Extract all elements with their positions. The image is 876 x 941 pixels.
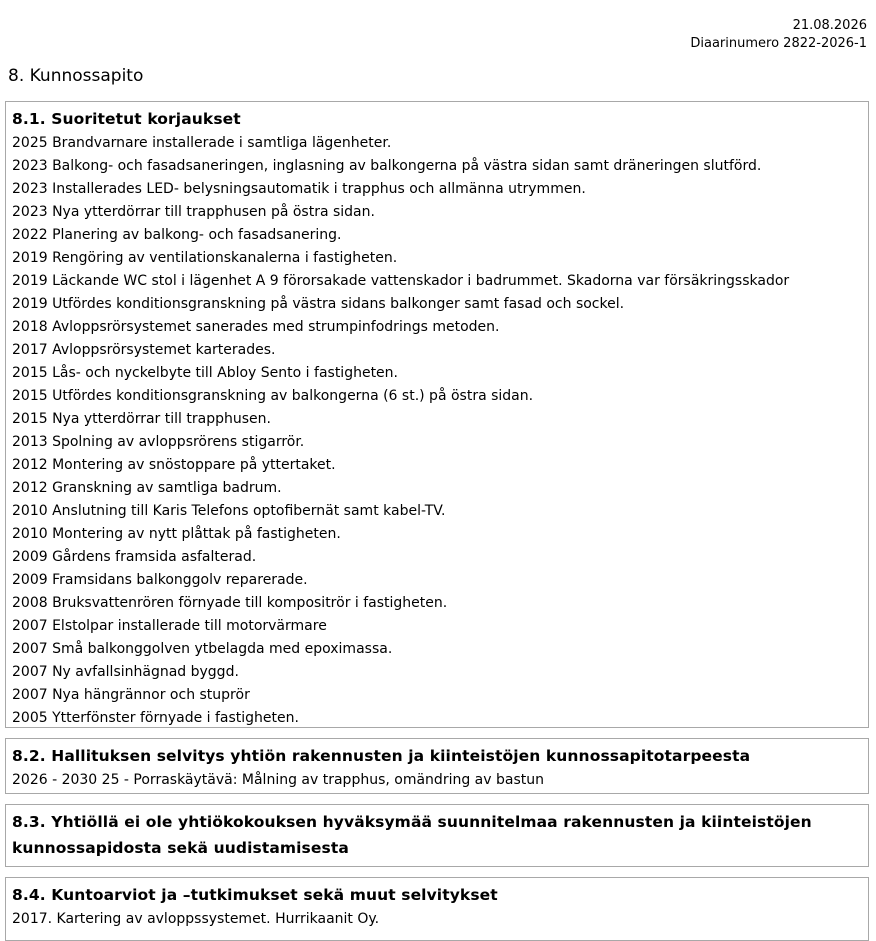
section-condition-surveys [5,877,869,941]
list-item: 2025 Brandvarnare installerade i samtliga lägenheter. [12,135,392,151]
list-item: 2010 Montering av nytt plåttak på fastigheten. [12,526,341,542]
list-item: 2009 Gårdens framsida asfalterad. [12,549,257,565]
list-item: 2026 - 2030 25 - Porraskäytävä: Målning av trapphus, omändring av bastun [12,772,544,788]
list-item: 2015 Utfördes konditionsgranskning av balkongerna (6 st.) på östra sidan. [12,388,534,404]
list-item: 2010 Anslutning till Karis Telefons optofibernät samt kabel-TV. [12,503,446,519]
list-item: 2019 Rengöring av ventilationskanalerna i fastigheten. [12,250,398,266]
list-item: 2018 Avloppsrörsystemet sanerades med strumpinfodrings metoden. [12,319,500,335]
list-item: 2022 Planering av balkong- och fasadsanering. [12,227,342,243]
list-item: 2017. Kartering av avloppssystemet. Hurrikaanit Oy. [12,911,380,927]
section-maintenance-plan [5,804,869,867]
list-item: 2023 Installerades LED- belysningsautomatik i trapphus och allmänna utrymmen. [12,181,586,197]
list-item: 2007 Små balkonggolven ytbelagda med epoximassa. [12,641,393,657]
list-item: 2023 Balkong- och fasadsaneringen, inglasning av balkongerna på västra sidan samt dräneringen slutförd. [12,158,762,174]
list-item: 2015 Lås- och nyckelbyte till Abloy Sento i fastigheten. [12,365,398,381]
list-item: 2013 Spolning av avloppsrörens stigarrör. [12,434,305,450]
list-item: 2009 Framsidans balkonggolv reparerade. [12,572,308,588]
list-item: 2008 Bruksvattenrören förnyade till kompositrör i fastigheten. [12,595,448,611]
list-item: 2015 Nya ytterdörrar till trapphusen. [12,411,271,427]
section-title-line: 8.3. Yhtiöllä ei ole yhtiökokouksen hyväksymää suunnitelmaa rakennusten ja kiinteistöjen [12,813,812,831]
list-item: 2023 Nya ytterdörrar till trapphusen på östra sidan. [12,204,375,220]
diary-number: Diaarinumero 2822-2026-1 [690,36,867,51]
section-title: 8.2. Hallituksen selvitys yhtiön rakennusten ja kiinteistöjen kunnossapitotarpeesta [12,747,751,765]
section-title: 8.4. Kuntoarviot ja –tutkimukset sekä muut selvitykset [12,886,498,904]
list-item: 2007 Elstolpar installerade till motorvärmare [12,618,327,634]
list-item: 2019 Utfördes konditionsgranskning på västra sidans balkonger samt fasad och sockel. [12,296,625,312]
list-item: 2005 Ytterfönster förnyade i fastigheten. [12,710,299,726]
section-completed-repairs [5,101,869,728]
list-item: 2012 Granskning av samtliga badrum. [12,480,282,496]
section-title-line: kunnossapidosta sekä uudistamisesta [12,839,349,857]
list-item: 2019 Läckande WC stol i lägenhet A 9 förorsakade vattenskador i badrummet. Skadorna var försäkringsskador [12,273,790,289]
section-title [12,809,862,861]
section-title: 8.1. Suoritetut korjaukset [12,110,241,128]
list-item: 2007 Nya hängrännor och stuprör [12,687,250,703]
list-item: 2012 Montering av snöstoppare på yttertaket. [12,457,336,473]
section-board-maintenance-needs [5,738,869,794]
list-item: 2017 Avloppsrörsystemet karterades. [12,342,276,358]
chapter-title: 8. Kunnossapito [8,66,144,86]
document-date: 21.08.2026 [792,18,867,33]
document-header [690,17,867,53]
list-item: 2007 Ny avfallsinhägnad byggd. [12,664,239,680]
